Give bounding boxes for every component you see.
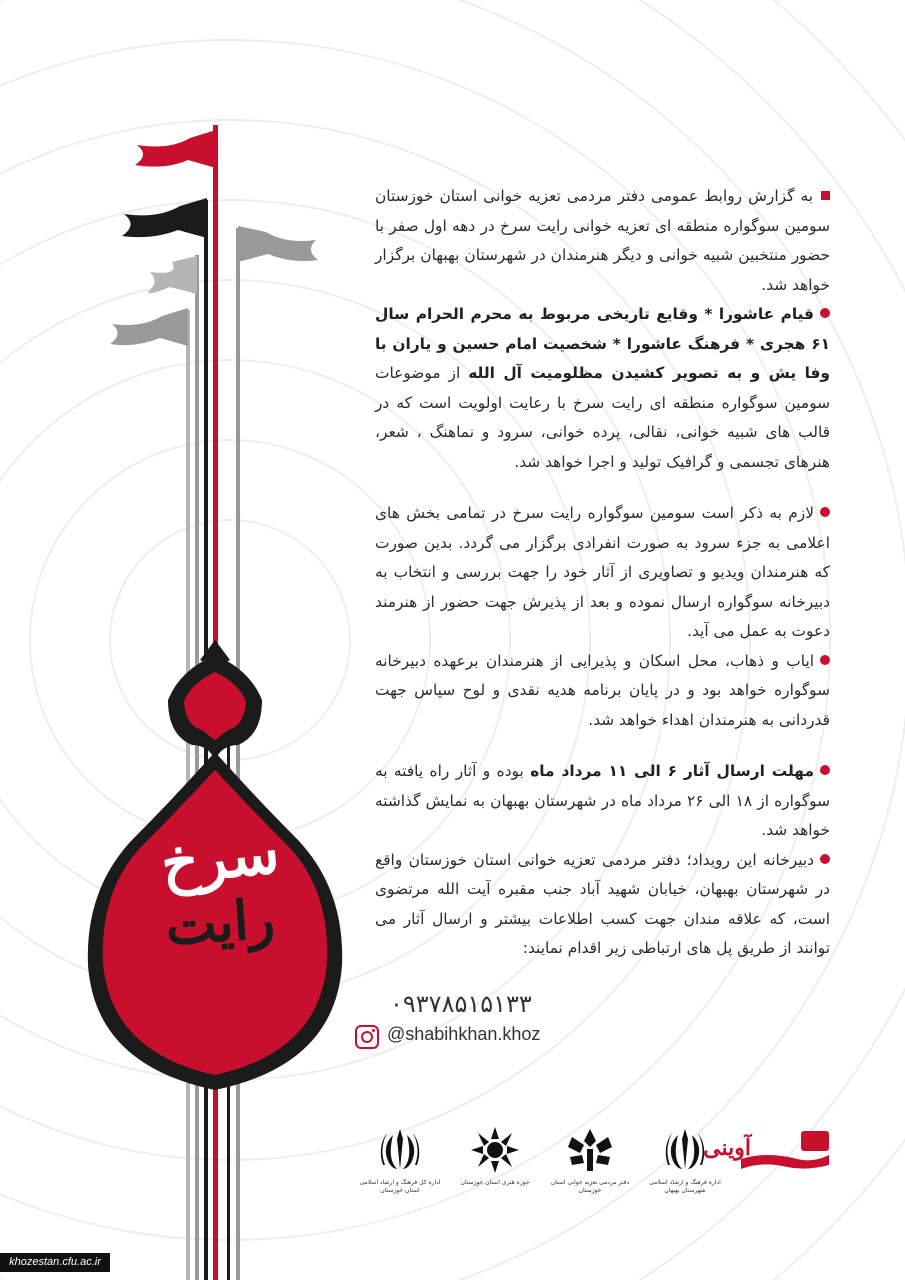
instagram-icon bbox=[355, 1025, 379, 1049]
logo-howze-honari bbox=[450, 1125, 540, 1187]
paragraph-gap bbox=[375, 735, 830, 757]
instagram-handle: @shabihkhan.khoz bbox=[387, 1024, 541, 1044]
announcement-text bbox=[375, 182, 830, 964]
avini-wordmark: آوینی bbox=[703, 1135, 751, 1161]
dot-bullet-icon bbox=[820, 854, 830, 864]
tazieh-office-emblem-icon bbox=[560, 1125, 620, 1175]
festival-logo bbox=[125, 818, 315, 995]
dot-bullet-icon bbox=[820, 308, 830, 318]
paragraph-text: لازم به ذکر است سومین سوگواره رایت سرخ در تمامی بخش های اعلامی به جزء سرود به صورت انفرادی برگزار می گردد. بدین صورت که هنرمندان ویدیو و تصاویری از آثار خود را جهت بررسی و انتخاب به دبیرخانه سوگواره ارسال نموده و بعد از پذیرش جهت حضور از هنرمند دعوت به عمل می آید. bbox=[375, 504, 830, 640]
footer-site-badge: khozestan.cfu.ac.ir bbox=[0, 1253, 110, 1272]
festival-title-line1: سرخ bbox=[157, 818, 283, 898]
paragraph bbox=[375, 647, 830, 736]
iran-emblem-icon bbox=[375, 1125, 425, 1175]
paragraph bbox=[375, 499, 830, 647]
logo-caption: حوزه هنری استان خوزستان bbox=[460, 1179, 530, 1186]
paragraph-text: دبیرخانه این رویداد؛ دفتر مردمی تعزیه خوانی استان خوزستان واقع در شهرستان بهبهان، خیابان شهید آباد جنب مقبره آیت الله مرتضوی است، که علاقه مندان جهت کسب اطلاعات بیشتر و ارسال آثار می توانند از طریق پل های ارتباطی زیر اقدام نمایند: bbox=[375, 850, 830, 957]
flag-red bbox=[135, 130, 216, 168]
paragraph-text: بوده و آثار راه یافته به سوگواره از ۱۸ الی ۲۶ مرداد ماه در شهرستان بهبهان به نمایش گذاشته خواهد شد. bbox=[375, 762, 831, 839]
paragraph bbox=[375, 300, 830, 477]
paragraph-gap bbox=[375, 477, 830, 499]
paragraph-text: از موضوعات سومین سوگواره منطقه ای رایت سرخ با رعایت اولویت است که در قالب های شبیه خوانی، نقالی، پرده خوانی، سرود و نماهنگ ، شعر، هنرهای تجسمی و گرافیک تولید و اجرا خواهد شد. bbox=[375, 364, 830, 471]
logo-caption: دفتر مردمی تعزیه خوانی استان خوزستان bbox=[550, 1179, 630, 1194]
logo-farhang-khuzestan bbox=[355, 1125, 445, 1195]
phone-number: ۰۹۳۷۸۵۱۵۱۳۳ bbox=[390, 990, 532, 1018]
paragraph-highlight: مهلت ارسال آثار ۶ الی ۱۱ مرداد ماه bbox=[530, 762, 814, 780]
flag-gray-low bbox=[110, 308, 188, 346]
flag-black bbox=[122, 198, 207, 238]
paragraph-text: به گزارش روابط عمومی دفتر مردمی تعزیه خوانی استان خوزستان سومین سوگواره منطقه ای تعزیه خوانی رایت سرخ در دهه اول صفر با حضور منتخبین شبیه خوانی و دیگر هنرمندان در شهرستان بهبهان برگزار خواهد شد. bbox=[375, 187, 830, 294]
paragraph bbox=[375, 846, 830, 964]
festival-title-line2: رایت bbox=[163, 886, 277, 958]
logo-tazieh-office bbox=[545, 1125, 635, 1195]
paragraph-text: ایاب و ذهاب، محل اسکان و پذیرایی از هنرمندان برعهده دبیرخانه سوگواره خواهد بود و در پایان برنامه هدیه نقدی و لوح سپاس جهت قدردانی به هنرمندان اهداء خواهد شد. bbox=[375, 651, 830, 729]
logo-caption: اداره کل فرهنگ و ارشاد اسلامی استان خوزستان bbox=[359, 1179, 441, 1194]
flag-gray-left bbox=[148, 256, 197, 294]
flag-illustration bbox=[0, 0, 360, 1280]
logo-caption: اداره فرهنگ و ارشاد اسلامی شهرستان بهبهان bbox=[649, 1179, 721, 1194]
flag-gray-right bbox=[238, 226, 318, 262]
paragraph-highlight: قیام عاشورا * وقایع تاریخی مربوط به محرم الحرام سال ۶۱ هجری * فرهنگ عاشورا * شخصیت امام حسین و یاران با وفا یش و به تصویر کشیدن مظلومیت آل الله bbox=[375, 305, 830, 382]
logo-avini bbox=[703, 1125, 835, 1175]
square-bullet-icon bbox=[821, 191, 830, 200]
dot-bullet-icon bbox=[820, 655, 830, 665]
pole-gray-3 bbox=[236, 228, 240, 1280]
dot-bullet-icon bbox=[820, 765, 830, 775]
dot-bullet-icon bbox=[820, 507, 830, 517]
paragraph bbox=[375, 757, 830, 846]
howze-honari-emblem-icon bbox=[465, 1125, 525, 1175]
sponsor-logos bbox=[355, 1125, 835, 1205]
pole-gray bbox=[195, 255, 199, 1280]
paragraph bbox=[375, 182, 830, 300]
avini-emblem-icon bbox=[703, 1125, 833, 1175]
